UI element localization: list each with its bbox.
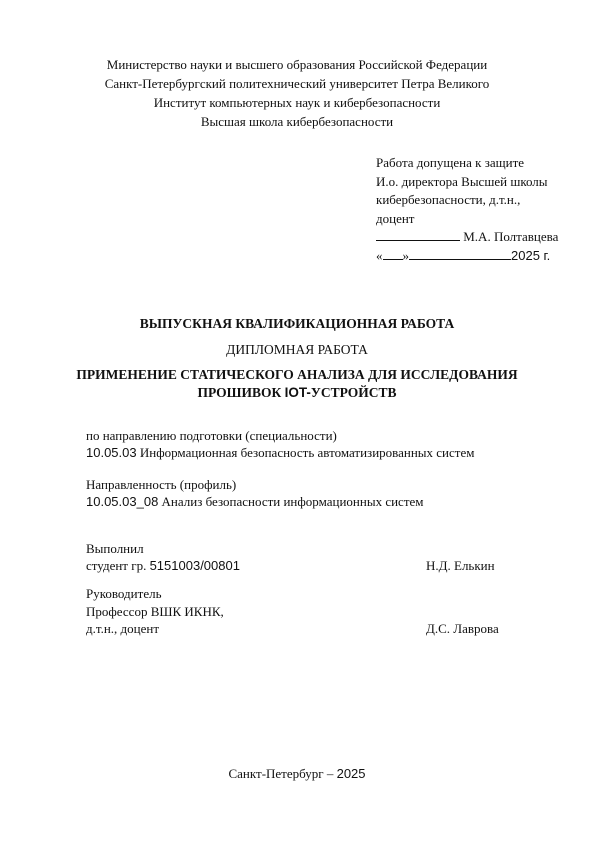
approval-block	[376, 154, 558, 266]
profile-value	[86, 494, 424, 510]
topic-part-c: УСТРОЙСТВ	[310, 385, 397, 400]
direction-value	[86, 445, 474, 461]
approval-line-2: И.о. директора Высшей школы	[376, 173, 548, 189]
profile-name: Анализ безопасности информационных систем	[158, 494, 424, 509]
signature-line	[376, 229, 460, 241]
university-line: Санкт-Петербургский политехнический университет Петра Великого	[104, 76, 490, 91]
date-close-quote: »	[402, 247, 409, 263]
profile-code: 10.05.03_08	[86, 494, 159, 509]
supervisor-line-2: д.т.н., доцент	[86, 621, 160, 636]
approval-signer: М.А. Полтавцева	[463, 229, 559, 245]
approval-year: 2025 г.	[511, 247, 551, 263]
author-group-label: студент гр.	[86, 558, 150, 573]
author-group: 5151003/00801	[149, 558, 240, 573]
topic-part-iot: IOT-	[284, 385, 311, 400]
author-role: Выполнил	[86, 541, 144, 556]
supervisor-name: Д.С. Лаврова	[426, 621, 499, 636]
footer-city-year	[0, 766, 594, 782]
day-blank	[383, 248, 403, 260]
supervisor-role: Руководитель	[86, 586, 162, 601]
footer-city: Санкт-Петербург –	[228, 766, 337, 781]
topic-line-2	[0, 385, 594, 401]
institute-line: Институт компьютерных наук и кибербезопасности	[153, 95, 441, 110]
supervisor-line-1: Профессор ВШК ИКНК,	[86, 604, 224, 619]
ministry-line: Министерство науки и высшего образования Российской Федерации	[106, 57, 488, 72]
approval-signature-row	[376, 228, 558, 247]
month-blank	[409, 248, 511, 260]
work-kind: ВЫПУСКНАЯ КВАЛИФИКАЦИОННАЯ РАБОТА	[139, 316, 455, 331]
work-subkind: ДИПЛОМНАЯ РАБОТА	[226, 342, 368, 357]
approval-line-1: Работа допущена к защите	[376, 155, 525, 170]
approval-line-3: кибербезопасности, д.т.н.,	[376, 192, 521, 208]
school-line: Высшая школа кибербезопасности	[200, 114, 394, 129]
topic-part-a: ПРОШИВОК	[197, 385, 285, 400]
direction-label: по направлению подготовки (специальности)	[86, 428, 337, 443]
approval-line-4: доцент	[376, 210, 415, 226]
profile-label: Направленность (профиль)	[86, 477, 237, 492]
direction-code: 10.05.03	[86, 445, 137, 460]
date-open-quote: «	[376, 247, 383, 263]
author-group-row	[86, 558, 240, 574]
footer-year: 2025	[336, 766, 366, 781]
direction-name: Информационная безопасность автоматизированных систем	[136, 445, 475, 460]
topic-line-1: ПРИМЕНЕНИЕ СТАТИЧЕСКОГО АНАЛИЗА ДЛЯ ИССЛЕДОВАНИЯ	[76, 367, 518, 382]
approval-date-row	[376, 247, 558, 266]
author-name: Н.Д. Елькин	[426, 558, 495, 573]
